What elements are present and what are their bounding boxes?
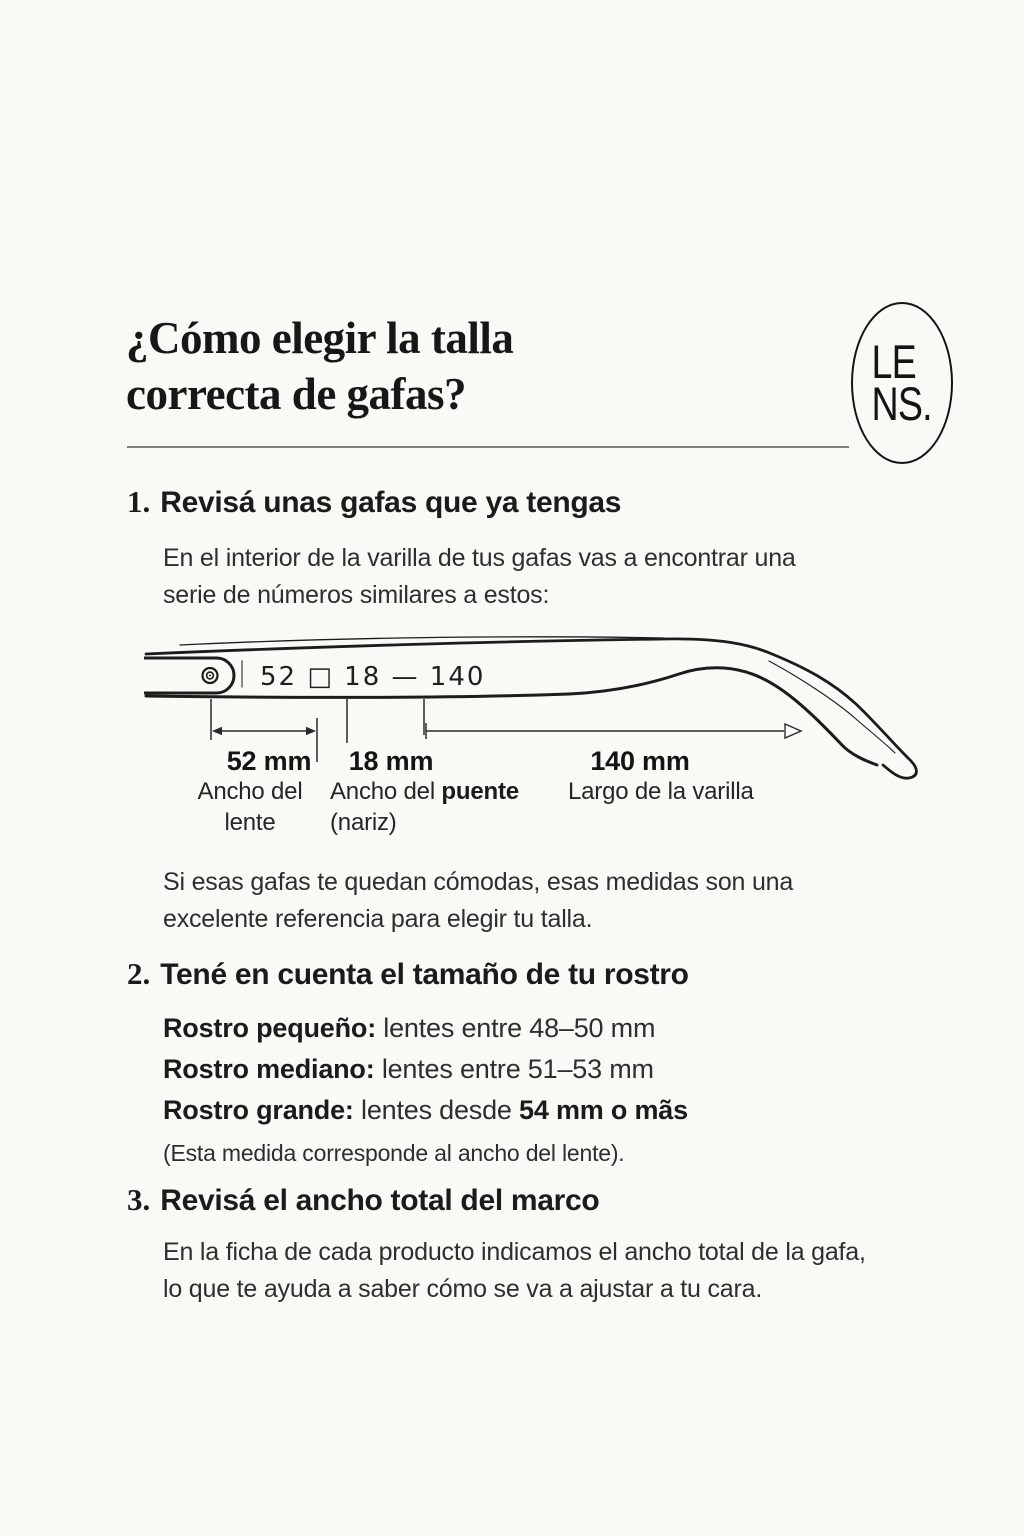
- section2-heading-text: Tené en cuenta el tamaño de tu rostro: [160, 958, 689, 991]
- section3-body-line1: En la ficha de cada producto indicamos el ancho total de la gafa,: [163, 1238, 866, 1266]
- section1-number: 1.: [127, 484, 151, 519]
- page-title: [126, 310, 513, 422]
- lens-width-label: Ancho del lente: [197, 778, 303, 836]
- temple-engraving: 52 □ 18 — 140: [260, 662, 486, 692]
- section1-body: [163, 540, 796, 614]
- brand-logo-line1: LE: [871, 335, 917, 388]
- brand-logo-line2: NS.: [871, 377, 933, 430]
- section1-outro: [163, 864, 793, 938]
- list-item-large-face: Rostro grande: lentes desde 54 mm o mãs: [163, 1095, 688, 1125]
- page-title-line2: correcta de gafas?: [126, 369, 467, 419]
- section3-heading: [127, 1182, 599, 1218]
- section3-body-line2: lo que te ayuda a saber cómo se va a ajustar a tu cara.: [163, 1275, 763, 1303]
- brand-logo: [851, 302, 953, 464]
- bridge-width-value: 18 mm: [348, 746, 434, 776]
- section2-note: (Esta medida corresponde al ancho del lente).: [163, 1140, 625, 1166]
- section3-heading-text: Revisá el ancho total del marco: [160, 1184, 600, 1217]
- glasses-temple-diagram: [144, 624, 944, 852]
- page-title-line1: ¿Cómo elegir la talla: [126, 313, 514, 363]
- section1-heading-text: Revisá unas gafas que ya tengas: [160, 486, 622, 519]
- section1-outro-line2: excelente referencia para elegir tu talla.: [163, 905, 593, 933]
- section2-number: 2.: [127, 956, 151, 991]
- temple-length-value: 140 mm: [590, 746, 690, 776]
- section1-heading: [127, 484, 621, 520]
- face-size-list: [163, 1008, 688, 1131]
- lens-width-value: 52 mm: [226, 746, 312, 776]
- title-divider: [127, 446, 849, 448]
- list-item-small-face: Rostro pequeño: lentes entre 48–50 mm: [163, 1013, 656, 1043]
- section1-body-line1: En el interior de la varilla de tus gafas vas a encontrar una: [163, 544, 796, 572]
- brand-logo-text: [871, 335, 933, 430]
- section3-number: 3.: [127, 1182, 151, 1217]
- section1-body-line2: serie de números similares a estos:: [163, 581, 550, 609]
- temple-length-label: Largo de la varilla: [568, 778, 754, 805]
- bridge-width-label: Ancho del puente (nariz): [330, 778, 519, 836]
- section3-body: [163, 1234, 866, 1308]
- list-item-medium-face: Rostro mediano: lentes entre 51–53 mm: [163, 1054, 654, 1084]
- section1-outro-line1: Si esas gafas te quedan cómodas, esas medidas son una: [163, 868, 794, 896]
- section2-heading: [127, 956, 689, 992]
